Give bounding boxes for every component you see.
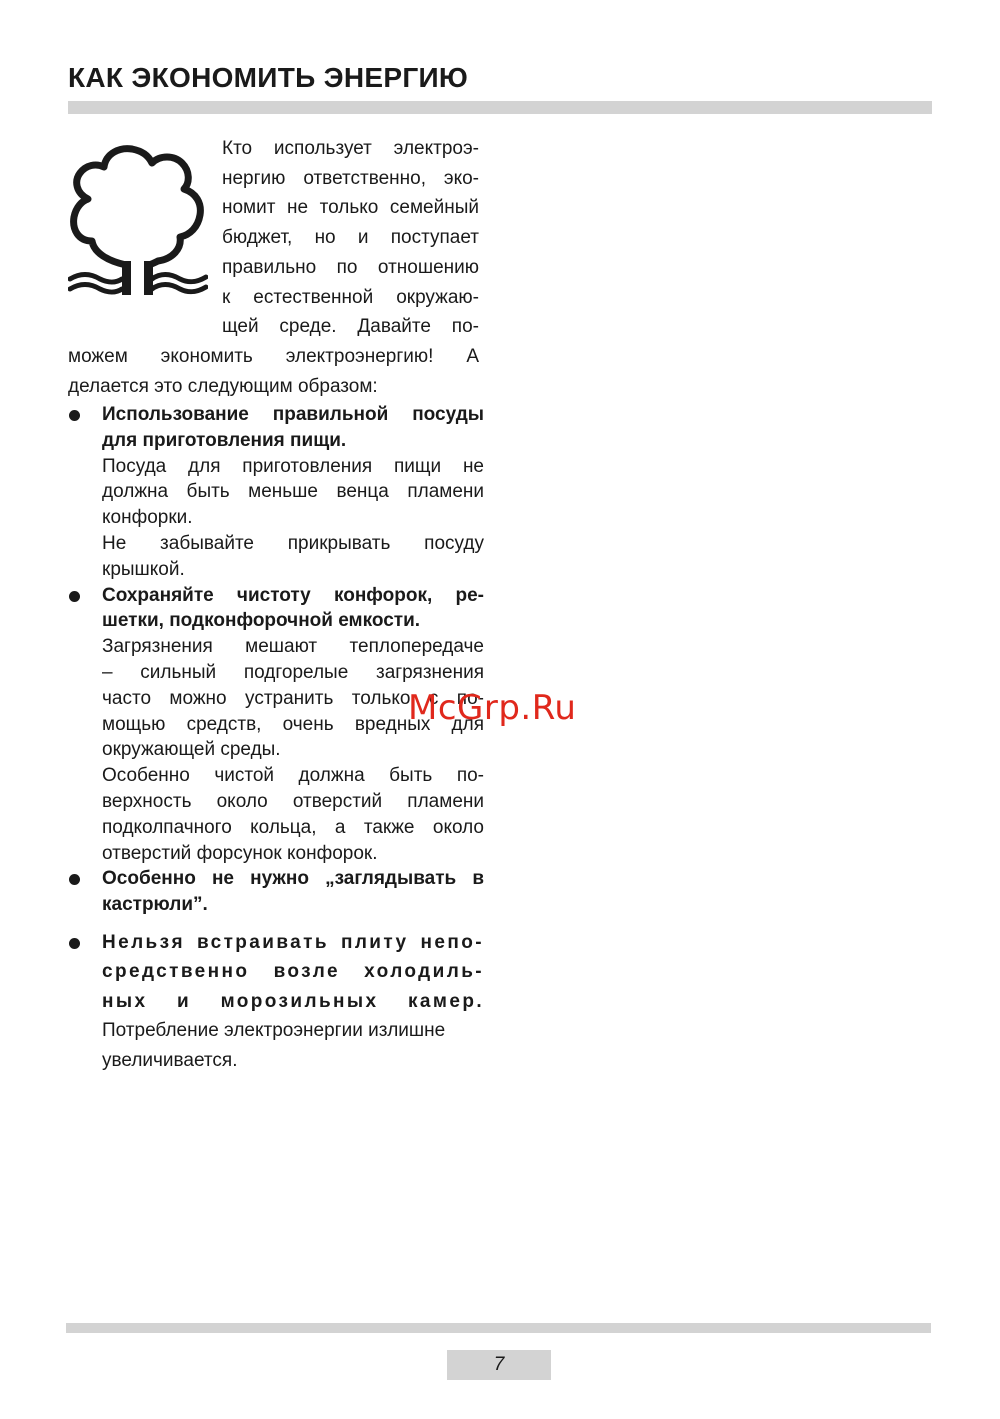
page-title: КАК ЭКОНОМИТЬ ЭНЕРГИЮ — [68, 62, 469, 93]
intro-line: можем экономить электроэнергию! А — [68, 346, 479, 367]
tip-body: Особенно чистой должна быть по- — [102, 765, 484, 787]
tip-body: конфорки. — [102, 507, 193, 529]
tip-body: подколпачного кольца, а также около — [102, 816, 484, 838]
tip-heading: шетки, подконфорочной емкости. — [102, 610, 421, 632]
intro-line: к естественной окружаю- — [222, 286, 479, 308]
tip-item — [68, 402, 484, 583]
tip-item — [68, 928, 484, 1076]
title-divider — [68, 101, 932, 114]
tip-body: отверстий форсунок конфорок. — [102, 842, 378, 864]
intro-paragraph-full — [68, 342, 479, 401]
tip-body: крышкой. — [102, 558, 185, 580]
tip-heading: Сохраняйте чистоту конфорок, ре- — [102, 584, 484, 606]
tip-heading: средственно возле холодиль- — [102, 961, 484, 983]
intro-paragraph-wrapped — [222, 134, 479, 342]
page-number: 7 — [447, 1350, 551, 1380]
tip-heading: Использование правильной посуды — [102, 404, 484, 425]
bullet-icon — [69, 938, 80, 949]
bullet-icon — [69, 410, 80, 421]
tip-body: Потребление электроэнергии излишне — [102, 1020, 446, 1042]
tip-heading: ных и морозильных камер. — [102, 990, 484, 1012]
tip-body: – сильный подгорелые загрязнения — [102, 661, 484, 683]
tree-crown-outline — [74, 149, 201, 283]
watermark: McGrp.Ru — [408, 688, 577, 728]
tip-body: мощью средств, очень вредных для — [102, 713, 484, 735]
tip-heading: кастрюли”. — [102, 894, 208, 916]
tip-heading: для приготовления пищи. — [102, 429, 347, 451]
intro-line: нергию ответственно, эко- — [222, 167, 479, 189]
intro-line: правильно по отношению — [222, 256, 479, 278]
tip-body: верхность около отверстий пламени — [102, 790, 484, 812]
tip-body: окружающей среды. — [102, 739, 281, 761]
intro-line: делается это следующим образом: — [68, 375, 378, 397]
tip-body: должна быть меньше венца пламени — [102, 481, 484, 503]
tip-body: Загрязнения мешают теплопередаче — [102, 636, 484, 658]
tip-body: часто можно устранить только с по- — [102, 687, 484, 709]
tip-body: увеличивается. — [102, 1049, 238, 1071]
intro-line: Кто использует электроэ- — [222, 138, 479, 159]
tip-heading: Нельзя встраивать плиту непо- — [102, 931, 484, 953]
tree-with-water-icon — [68, 143, 208, 295]
tree-trunk-right — [144, 261, 153, 295]
bullet-icon — [69, 591, 80, 602]
tip-body: Посуда для приготовления пищи не — [102, 455, 484, 477]
intro-line: щей среде. Давайте по- — [222, 316, 479, 338]
bullet-icon — [69, 874, 80, 885]
intro-line: номит не только семейный — [222, 197, 479, 219]
footer-divider — [66, 1323, 931, 1333]
tip-item — [68, 866, 484, 918]
tip-body: Не забывайте прикрывать посуду — [102, 532, 484, 554]
tree-trunk-left — [122, 261, 131, 295]
water-waves — [70, 275, 206, 293]
energy-tips-list — [68, 402, 484, 1075]
intro-line: бюджет, но и поступает — [222, 227, 479, 249]
tip-heading: Особенно не нужно „заглядывать в — [102, 868, 484, 890]
